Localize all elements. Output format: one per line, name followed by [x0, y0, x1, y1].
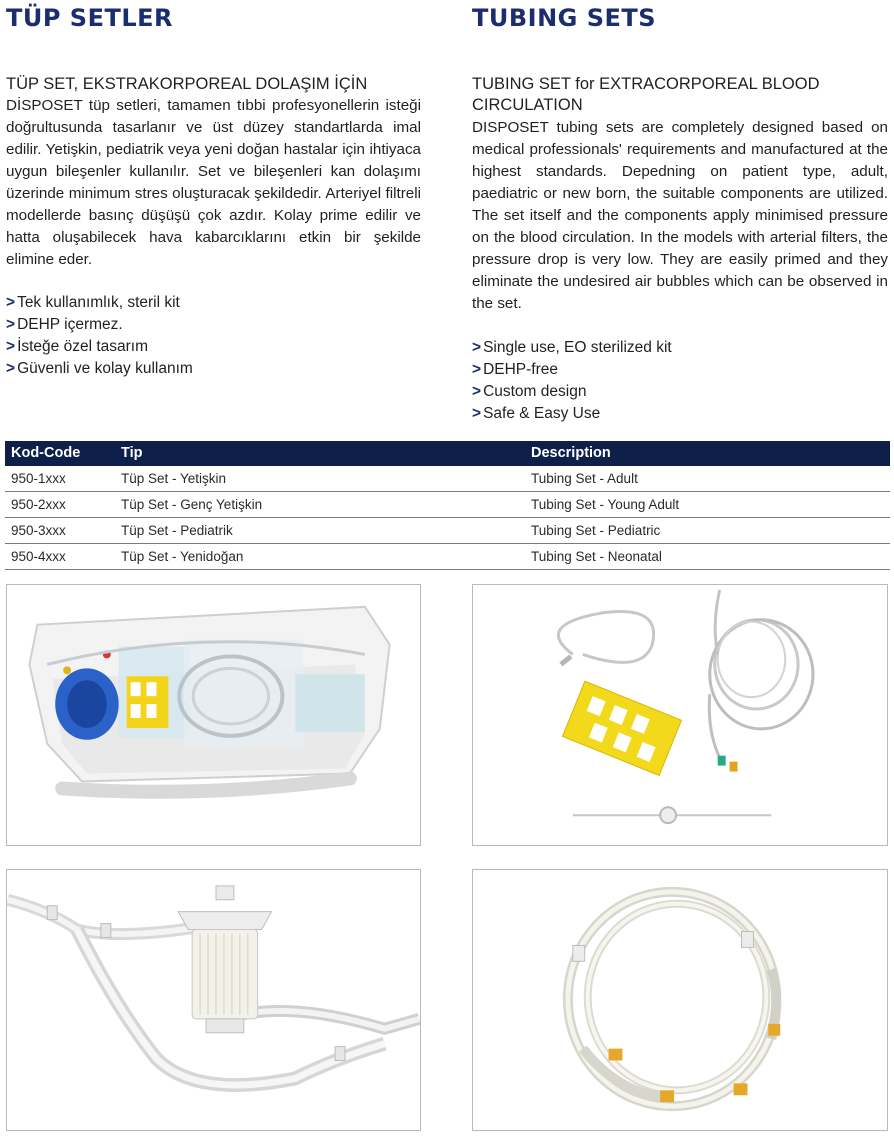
filter-illustration	[7, 870, 420, 1130]
table-row	[5, 517, 890, 543]
en-feature-list	[472, 337, 672, 425]
table-row	[5, 465, 890, 491]
en-heading: TUBING SETS	[472, 4, 657, 32]
tr-feature-item: > İsteğe özel tasarım	[6, 338, 149, 355]
tr-subtitle: TÜP SET, EKSTRAKORPOREAL DOLAŞIM İÇİN	[6, 75, 368, 93]
cell-description: Tubing Set - Adult	[525, 465, 890, 491]
tray-illustration	[7, 585, 420, 845]
tr-feature-item: > Tek kullanımlık, steril kit	[6, 294, 180, 311]
photo-tubing-components	[472, 584, 888, 846]
tr-heading: TÜP SETLER	[6, 4, 174, 32]
arrow-icon: >	[6, 294, 16, 311]
en-feature-item: > Single use, EO sterilized kit	[472, 339, 672, 356]
cell-code: 950-4xxx	[5, 543, 115, 569]
arrow-icon: >	[472, 405, 482, 422]
header-description: Description	[525, 441, 890, 465]
components-illustration	[473, 585, 887, 845]
table-row	[5, 543, 890, 569]
table-row	[5, 491, 890, 517]
photo-tubing-tray	[6, 584, 421, 846]
photo-coiled-tubing	[472, 869, 888, 1131]
coil-illustration	[473, 870, 887, 1130]
en-paragraph: DISPOSET tubing sets are completely designed based on medical professionals' requirements and manufactured at the highest standards. Depedning on patient type, adult, paediatric or new born, the suitable components are utilized. The set itself and the components apply minimised pressure on the blood circulation. In the models with arterial filters, the pressure drop is very low. They are easily primed and they eliminate the undesired air bubbles which can be observed in the set.	[472, 119, 888, 312]
cell-description: Tubing Set - Young Adult	[525, 491, 890, 517]
cell-description: Tubing Set - Pediatric	[525, 517, 890, 543]
header-code: Kod-Code	[5, 441, 115, 465]
en-subtitle: TUBING SET for EXTRACORPOREAL BLOOD CIRCULATION	[472, 75, 820, 114]
cell-type: Tüp Set - Pediatrik	[115, 517, 525, 543]
en-feature-item: > Custom design	[472, 383, 587, 400]
arrow-icon: >	[472, 339, 482, 356]
header-type: Tip	[115, 441, 525, 465]
cell-type: Tüp Set - Yenidoğan	[115, 543, 525, 569]
photo-arterial-filter	[6, 869, 421, 1131]
cell-type: Tüp Set - Yetişkin	[115, 465, 525, 491]
en-feature-item: > DEHP-free	[472, 361, 558, 378]
en-feature-item: > Safe & Easy Use	[472, 405, 601, 422]
tr-feature-list	[6, 292, 193, 380]
cell-code: 950-3xxx	[5, 517, 115, 543]
cell-description: Tubing Set - Neonatal	[525, 543, 890, 569]
tr-paragraph: DİSPOSET tüp setleri, tamamen tıbbi profesyonellerin isteği doğrultusunda tasarlanır ve üst düzey standartlarda imal edilir. Yetişkin, pediatrik veya yeni doğan hastalar için ihtiyaca uygun bileşenler kullanılır. Set ve bileşenleri kan dolaşımı üzerinde minimum stres oluşturacak şekildedir. Arteriyel filtreli modellerde basınç düşüşü çok azdır. Kolay prime edilir ve hatta oluşabilecek hava kabarcıklarını etkin bir şekilde elimine eder.	[6, 97, 421, 268]
arrow-icon: >	[6, 360, 16, 377]
arrow-icon: >	[472, 361, 482, 378]
arrow-icon: >	[472, 383, 482, 400]
cell-code: 950-2xxx	[5, 491, 115, 517]
arrow-icon: >	[6, 338, 16, 355]
tr-feature-item: > DEHP içermez.	[6, 316, 123, 333]
cell-code: 950-1xxx	[5, 465, 115, 491]
table-header-row	[5, 441, 890, 465]
tr-feature-item: > Güvenli ve kolay kullanım	[6, 360, 193, 377]
product-code-table	[5, 441, 890, 570]
cell-type: Tüp Set - Genç Yetişkin	[115, 491, 525, 517]
arrow-icon: >	[6, 316, 16, 333]
